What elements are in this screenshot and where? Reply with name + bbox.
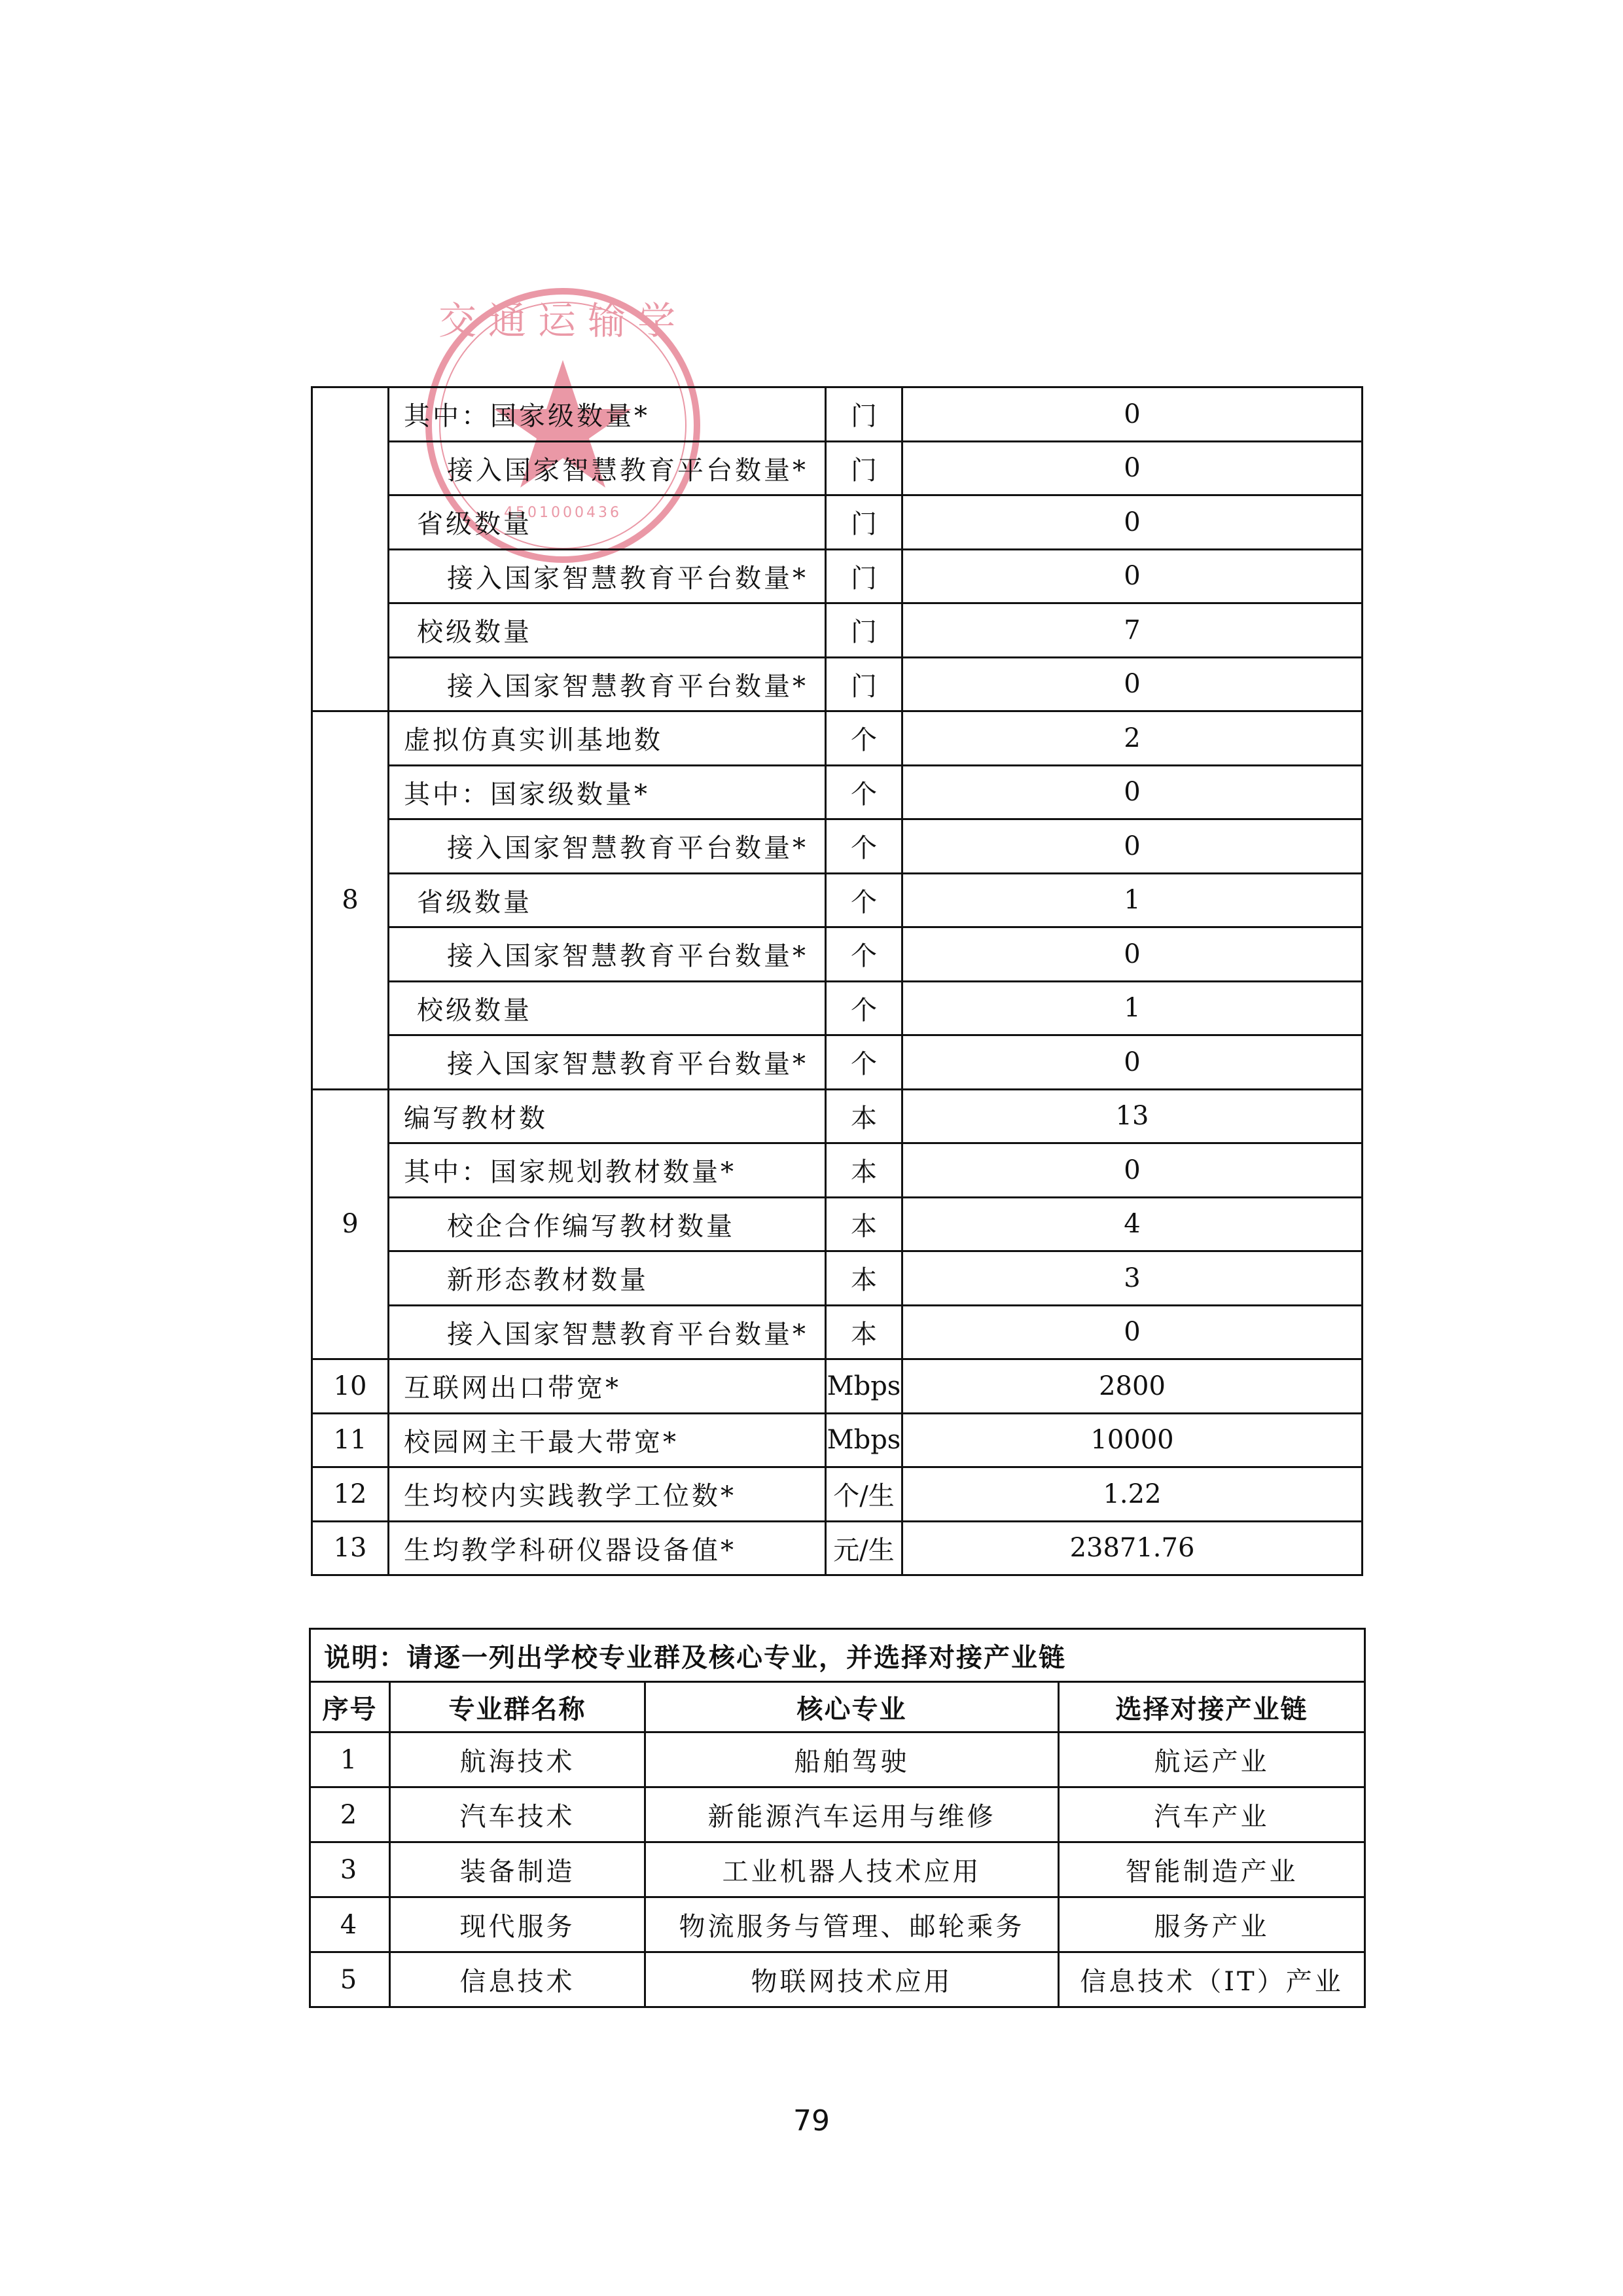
seq-cell: 2 [310, 1787, 390, 1842]
table-row [312, 657, 1363, 711]
indicator-value: 0 [902, 1305, 1363, 1359]
indicator-label: 新形态教材数量 [389, 1251, 826, 1306]
table-row [312, 441, 1363, 495]
table-row [312, 1305, 1363, 1359]
indicator-value: 3 [902, 1251, 1363, 1306]
page-number: 79 [793, 2104, 830, 2138]
header-industry-chain: 选择对接产业链 [1059, 1682, 1365, 1732]
indicator-unit: 个 [826, 981, 902, 1035]
indicator-label: 其中：国家规划教材数量* [389, 1143, 826, 1198]
indicator-unit: 本 [826, 1143, 902, 1198]
indicator-value: 0 [902, 495, 1363, 550]
table-row [312, 1197, 1363, 1251]
indicator-unit: 门 [826, 495, 902, 550]
table-row [312, 1089, 1363, 1143]
indicator-label: 校企合作编写教材数量 [389, 1197, 826, 1251]
core-major-cell: 新能源汽车运用与维修 [645, 1787, 1059, 1842]
group-name-cell: 装备制造 [390, 1842, 645, 1897]
table-row [312, 765, 1363, 819]
seq-cell: 4 [310, 1897, 390, 1952]
group-number: 9 [312, 1089, 389, 1359]
indicator-label: 其中：国家级数量* [389, 765, 826, 819]
indicator-label: 校园网主干最大带宽* [389, 1413, 826, 1467]
indicator-label: 校级数量 [389, 981, 826, 1035]
indicator-value: 0 [902, 657, 1363, 711]
indicator-value: 13 [902, 1089, 1363, 1143]
industry-chain-cell: 信息技术（IT）产业 [1059, 1952, 1365, 2007]
table-row [312, 819, 1363, 874]
indicator-unit: 个/生 [826, 1467, 902, 1522]
industry-chain-cell: 汽车产业 [1059, 1787, 1365, 1842]
header-group-name: 专业群名称 [390, 1682, 645, 1732]
indicator-unit: 本 [826, 1089, 902, 1143]
indicator-value: 0 [902, 441, 1363, 495]
indicator-unit: 个 [826, 819, 902, 874]
specialty-table [309, 1628, 1366, 2008]
indicator-unit: 门 [826, 657, 902, 711]
indicator-label: 虚拟仿真实训基地数 [389, 711, 826, 766]
specialty-row [310, 1842, 1365, 1897]
core-major-cell: 工业机器人技术应用 [645, 1842, 1059, 1897]
table-row [312, 387, 1363, 442]
indicator-label: 省级数量 [389, 495, 826, 550]
group-name-cell: 航海技术 [390, 1732, 645, 1787]
indicator-label: 生均校内实践教学工位数* [389, 1467, 826, 1522]
indicator-value: 1.22 [902, 1467, 1363, 1522]
indicator-unit: 本 [826, 1305, 902, 1359]
table-row [312, 1467, 1363, 1522]
seq-cell: 5 [310, 1952, 390, 2007]
indicator-unit: 本 [826, 1251, 902, 1306]
indicator-value: 0 [902, 927, 1363, 982]
indicator-label: 编写教材数 [389, 1089, 826, 1143]
table-row [312, 603, 1363, 658]
table-row [312, 549, 1363, 603]
indicator-unit: 个 [826, 873, 902, 927]
header-seq: 序号 [310, 1682, 390, 1732]
group-number: 13 [312, 1521, 389, 1575]
indicator-value: 0 [902, 1143, 1363, 1198]
indicator-unit: Mbps [826, 1359, 902, 1414]
indicator-value: 0 [902, 819, 1363, 874]
indicator-label: 互联网出口带宽* [389, 1359, 826, 1414]
seq-cell: 1 [310, 1732, 390, 1787]
specialty-note: 说明：请逐一列出学校专业群及核心专业，并选择对接产业链 [310, 1629, 1365, 1682]
industry-chain-cell: 服务产业 [1059, 1897, 1365, 1952]
indicator-unit: 元/生 [826, 1521, 902, 1575]
indicator-value: 1 [902, 873, 1363, 927]
indicator-label: 校级数量 [389, 603, 826, 658]
indicator-label: 接入国家智慧教育平台数量* [389, 819, 826, 874]
indicator-value: 10000 [902, 1413, 1363, 1467]
indicator-label: 接入国家智慧教育平台数量* [389, 1305, 826, 1359]
core-major-cell: 物联网技术应用 [645, 1952, 1059, 2007]
indicator-unit: 门 [826, 441, 902, 495]
indicator-label: 接入国家智慧教育平台数量* [389, 1035, 826, 1090]
seq-cell: 3 [310, 1842, 390, 1897]
indicator-unit: 个 [826, 1035, 902, 1090]
table-row [312, 873, 1363, 927]
indicator-label: 接入国家智慧教育平台数量* [389, 657, 826, 711]
indicator-unit: 门 [826, 549, 902, 603]
indicator-unit: 本 [826, 1197, 902, 1251]
table-row [312, 495, 1363, 550]
table-row [312, 927, 1363, 982]
indicator-unit: Mbps [826, 1413, 902, 1467]
core-major-cell: 船舶驾驶 [645, 1732, 1059, 1787]
group-number: 11 [312, 1413, 389, 1467]
table-row [312, 711, 1363, 766]
header-core-major: 核心专业 [645, 1682, 1059, 1732]
core-major-cell: 物流服务与管理、邮轮乘务 [645, 1897, 1059, 1952]
indicator-value: 2800 [902, 1359, 1363, 1414]
indicator-unit: 个 [826, 765, 902, 819]
indicator-label: 接入国家智慧教育平台数量* [389, 549, 826, 603]
group-number: 8 [312, 711, 389, 1090]
indicator-label: 省级数量 [389, 873, 826, 927]
table-row [312, 1251, 1363, 1306]
indicator-value: 23871.76 [902, 1521, 1363, 1575]
industry-chain-cell: 智能制造产业 [1059, 1842, 1365, 1897]
table-row [312, 1035, 1363, 1090]
table-row [312, 1413, 1363, 1467]
indicator-unit: 个 [826, 927, 902, 982]
svg-text:4501000436: 4501000436 [504, 505, 622, 521]
group-number: 12 [312, 1467, 389, 1522]
table-row [312, 1521, 1363, 1575]
indicator-value: 2 [902, 711, 1363, 766]
table-row [312, 981, 1363, 1035]
group-name-cell: 现代服务 [390, 1897, 645, 1952]
specialty-row [310, 1787, 1365, 1842]
indicator-label: 接入国家智慧教育平台数量* [389, 927, 826, 982]
indicator-value: 7 [902, 603, 1363, 658]
indicator-label: 生均教学科研仪器设备值* [389, 1521, 826, 1575]
indicator-value: 0 [902, 1035, 1363, 1090]
group-name-cell: 信息技术 [390, 1952, 645, 2007]
indicator-table [311, 386, 1363, 1576]
specialty-row [310, 1952, 1365, 2007]
industry-chain-cell: 航运产业 [1059, 1732, 1365, 1787]
group-name-cell: 汽车技术 [390, 1787, 645, 1842]
indicator-unit: 个 [826, 711, 902, 766]
indicator-value: 0 [902, 765, 1363, 819]
table-row [312, 1143, 1363, 1198]
table-row [312, 1359, 1363, 1414]
indicator-value: 0 [902, 549, 1363, 603]
indicator-value: 4 [902, 1197, 1363, 1251]
svg-text:交通运输学: 交通运输学 [438, 298, 688, 343]
group-number: 10 [312, 1359, 389, 1414]
indicator-unit: 门 [826, 387, 902, 442]
specialty-row [310, 1897, 1365, 1952]
indicator-label: 其中：国家级数量* [389, 387, 826, 442]
indicator-value: 0 [902, 387, 1363, 442]
indicator-value: 1 [902, 981, 1363, 1035]
group-number [312, 387, 389, 711]
indicator-label: 接入国家智慧教育平台数量* [389, 441, 826, 495]
specialty-row [310, 1732, 1365, 1787]
indicator-unit: 门 [826, 603, 902, 658]
